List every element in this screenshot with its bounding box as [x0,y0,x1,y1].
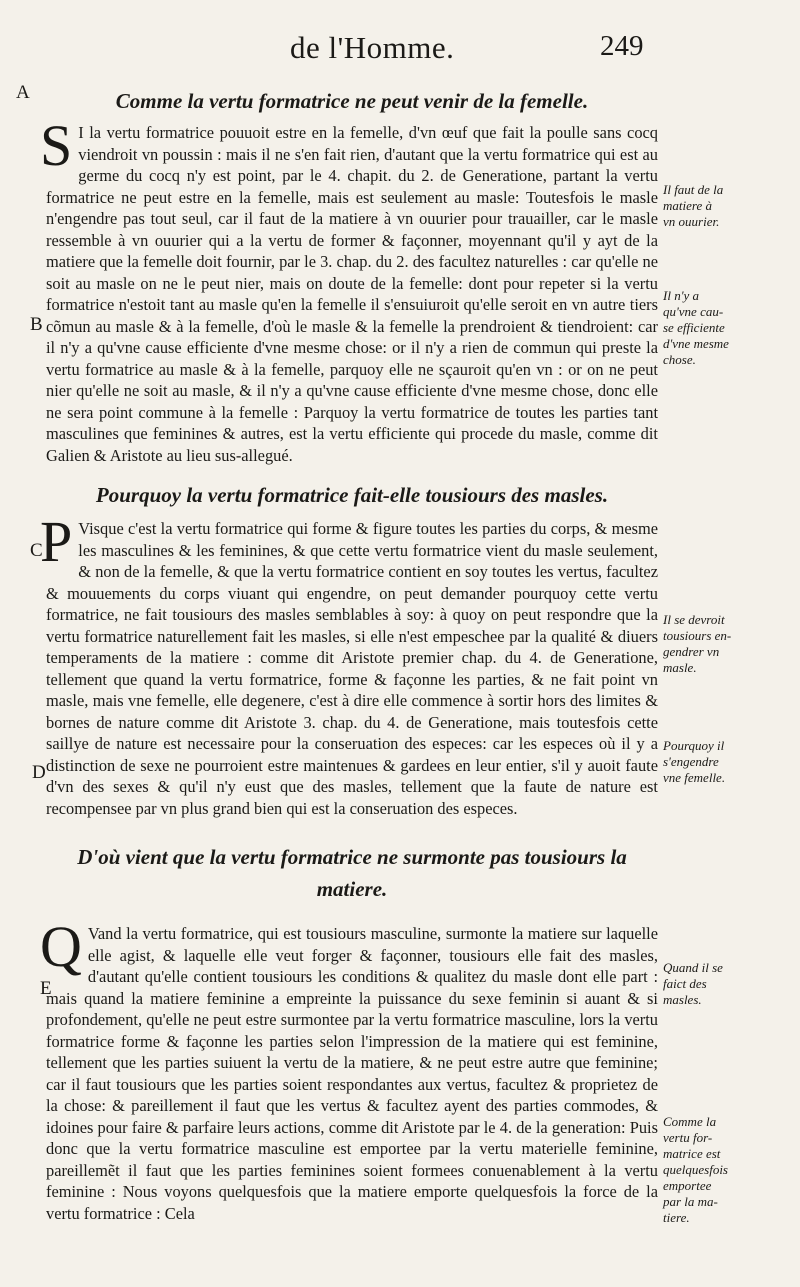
note-line: s'engendre [663,754,719,769]
page-number: 249 [600,30,644,62]
note-line: d'vne mesme [663,336,729,351]
section-1 [40,88,658,466]
note-line: Il n'y a [663,288,699,303]
note-line: Comme la [663,1114,717,1129]
page-header [0,28,800,68]
section-3 [40,841,658,1224]
section-2 [40,482,658,819]
paragraph-text: Visque c'est la vertu formatrice qui forme & figure toutes les parties du corps, & mesme les masculines & les feminines, & que cette vertu formatrice vient du masle seulement, & non de la femelle, & que la vertu formatrice contient en soy toutes les vertus, facultez & mouuements du corps viuant qui engendre, on peut demander pourquoy cette vertu formatrice, ne fait tousiours des masles semblables à soy: à quoy on peut respondre que la vertu formatrice naturellement fait les masles, si elle n'est empeschee par la qualité & diuers temperaments de la matiere : comme dit Aristote premier chap. du 4. de Generatione, tellement que quand la vertu formatrice, forme & façonne les parties, & ne fait point vn masle, mais vne femelle, elle degenere, c'est à dire elle commence à sortir hors des limites & bornes de nature comme dit Aristote 3. chap. du 4. de Generatione, mais toutesfois cette saillye de nature est necessaire pour la conseruation des especes: car les especes où il y a distinction de sexe ne pourroient estre maintenues & gardees en leur entier, s'il y auoit faute d'vn des sexes & qu'il n'y eust que des masles, tellement que la faute de nature est recompensee par vn plus grand bien qui est la conseruation des especes. [46,519,658,818]
margin-letter-a: A [16,82,30,103]
note-line: Quand il se [663,960,723,975]
note-line: par la ma- [663,1194,718,1209]
note-line: matiere à [663,198,712,213]
note-line: Il se devroit [663,612,725,627]
note-line: vne femelle. [663,770,726,785]
note-line: qu'vne cau- [663,304,724,319]
margin-letter-d: D [32,762,46,783]
running-title: de l'Homme. [290,30,455,65]
note-line: tousiours en- [663,628,732,643]
section-paragraph [40,509,658,819]
note-line: faict des [663,976,707,991]
marginal-note [663,612,773,676]
drop-cap: Q [40,914,82,979]
note-line: se efficiente [663,320,725,335]
note-line: vn ouurier. [663,214,720,229]
drop-cap: S [40,113,73,178]
section-heading: Pourquoy la vertu formatrice fait-elle tousiours des masles. [95,483,609,507]
section-heading: D'où vient que la vertu formatrice ne surmonte pas tousiours la matiere. [77,845,627,901]
margin-letter-c: C [30,540,43,561]
marginal-note [663,738,773,786]
margin-letter-e: E [40,978,52,999]
section-paragraph [40,113,658,466]
paragraph-text: Vand la vertu formatrice, qui est tousiours masculine, surmonte la matiere sur laquelle elle agist, & laquelle elle veut forger & façonner, tousiours elle fait des masles, d'autant qu'elle contient tousiours les conditions & qualitez du masle dont elle part : mais quand la matiere feminine a empreinte la puissance du sexe feminin si auant & si profondement, qu'elle ne peut estre surmontee par la vertu formatrice masculine, lors la vertu formatrice forme & façonne les parties selon l'impression de la matiere qui est feminine, tellement que les parties suiuent la vertu de la matiere, & ne peut estre autre que feminine; car il faut tousiours que les parties soient respondantes aux vertus, facultez & proprietez de la chose: & pareillement il faut que les vertus & facultez ayent des parties commodes, & idoines pour faire & parfaire leurs actions, comme dit Aristote par le 4. de la generation: Puis donc que la vertu formatrice masculine est emportee par la vertu materielle feminine, pareillemẽt il faut que les parties feminines soient formees conuenablement à la vertu feminine : Nous voyons quelquesfois que la matiere emporte quelquesfois la force de la vertu formatrice : Cela [46,924,658,1223]
note-line: Il faut de la [663,182,724,197]
marginal-note [663,1114,773,1226]
section-paragraph [40,914,658,1224]
note-line: emportee [663,1178,712,1193]
main-text [40,80,658,1234]
drop-cap: P [40,509,73,574]
note-line: vertu for- [663,1130,713,1145]
note-line: masle. [663,660,697,675]
section-heading: Comme la vertu formatrice ne peut venir de la femelle. [115,89,589,113]
marginal-note [663,960,773,1008]
note-line: quelquesfois [663,1162,728,1177]
note-line: tiere. [663,1210,690,1225]
note-line: Pourquoy il [663,738,725,753]
note-line: matrice est [663,1146,721,1161]
note-line: chose. [663,352,696,367]
marginal-note [663,182,773,230]
paragraph-text: I la vertu formatrice pouuoit estre en la femelle, d'vn œuf que fait la poulle sans cocq viendroit vn poussin : mais il ne s'en fait rien, d'autant que la vertu formatrice qui est au germe du cocq n'y est point, par le 4. chapit. du 2. de Generatione, partant la vertu formatrice ne peut estre en la femelle, mais est seulement au masle: Toutesfois le masle n'engendre pas tout seul, car il faut de la matiere à vn ouurier pour trauailler, car le masle ressemble à vn ouurier qui a la vertu de former & façonner, moyennant qu'il y ayt de la matiere que la femelle doit fournir, par le 3. chap. du 2. des facultez naturelles : car qu'elle ne soit au masle on ne le peut nier, mais on doute de la femelle: dont pour repeter si la vertu formatrice n'estoit tant au masle qu'en la femelle il s'ensuiuroit qu'elle seroit en vn autre tiers cõmun au masle & à la femelle, d'où le masle & la femelle la prendroient & tiendroient: car il n'y a qu'vne cause efficiente d'vne mesme chose: or il n'y a rien de commun qui preste la vertu formatrice au masle & à la femelle, parquoy elle ne sçauroit qu'en vn : or on ne peut nier qu'elle ne soit au masle, & il n'y a qu'vne cause efficiente d'vne mesme chose, donc elle ne sera point commune à la femelle : Parquoy la vertu formatrice de toutes les parties tant masculines que feminines & autres, est la vertu efficiente qui procede du masle, comme dit Galien & Aristote au lieu sus-allegué. [46,123,658,465]
marginal-note [663,288,773,368]
note-line: gendrer vn [663,644,720,659]
margin-letter-b: B [30,314,43,335]
note-line: masles. [663,992,702,1007]
